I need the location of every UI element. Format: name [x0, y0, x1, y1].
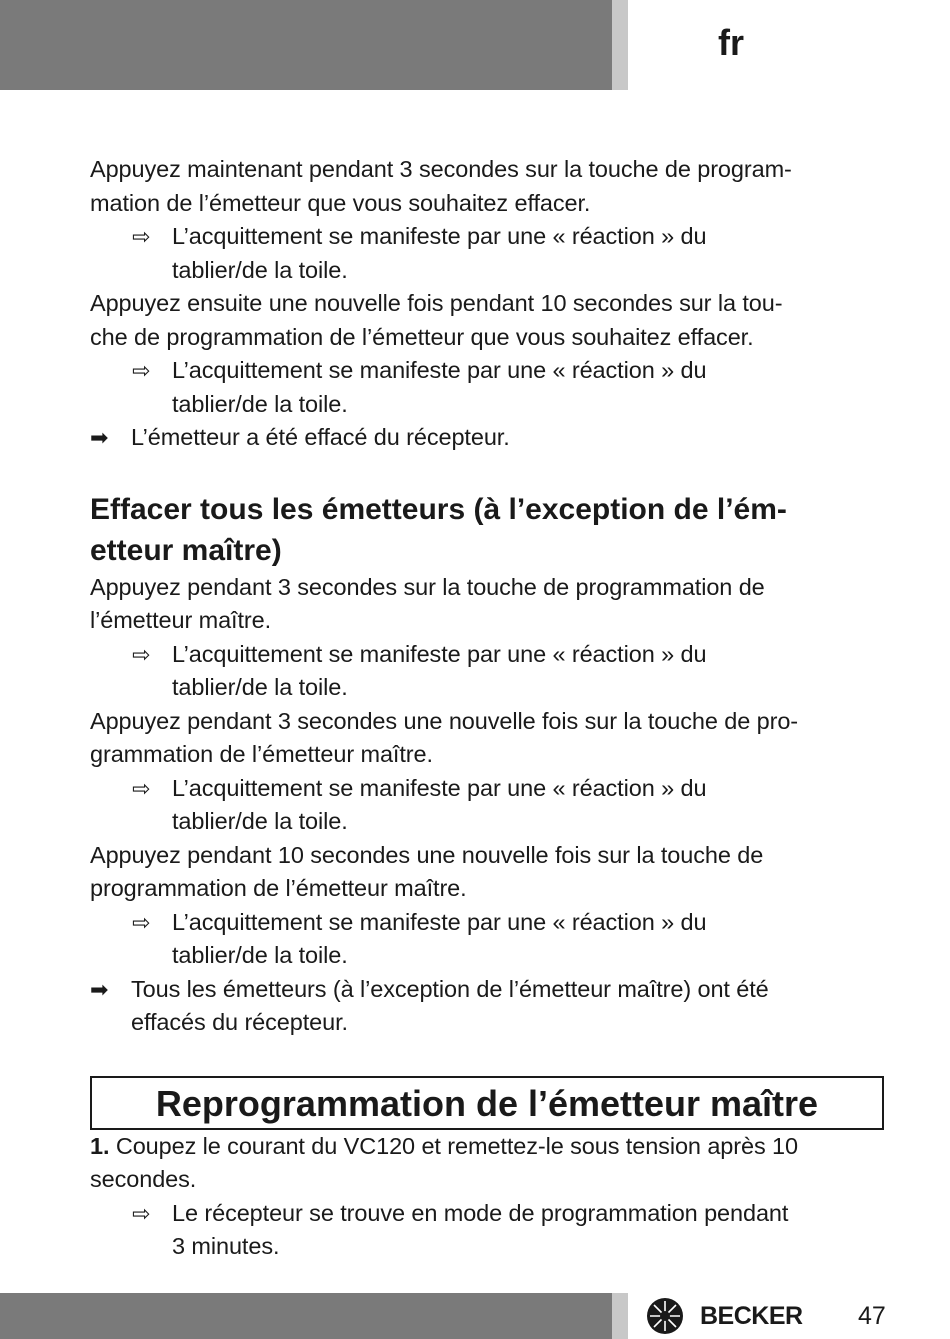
- step-number: 1.: [90, 1132, 110, 1159]
- paragraph: Appuyez ensuite une nouvelle fois pendant 10 secondes sur la tou- che de programmation de l’émetteur que vous souhaitez effacer.: [90, 290, 783, 350]
- arrow-outline-icon: ⇨: [132, 224, 151, 249]
- sub-result: ⇨ Le récepteur se trouve en mode de programmation pendant 3 minutes.: [172, 1197, 890, 1264]
- sub-result: ⇨ L’acquittement se manifeste par une « réaction » du tablier/de la toile.: [172, 354, 890, 421]
- sub-result: ⇨ L’acquittement se manifeste par une « réaction » du tablier/de la toile.: [172, 906, 890, 973]
- arrow-outline-icon: ⇨: [132, 1200, 151, 1226]
- arrow-outline-icon: ⇨: [132, 358, 151, 383]
- arrow-outline-icon: ⇨: [132, 641, 151, 667]
- sub-result: ⇨ L’acquittement se manifeste par une « réaction » du tablier/de la toile.: [172, 638, 890, 705]
- brand-name: BECKER: [700, 1302, 803, 1330]
- header-bar: [0, 0, 612, 90]
- becker-logo-icon: [646, 1297, 684, 1335]
- sub-result: ⇨ L’acquittement se manifeste par une « réaction » du tablier/de la toile.: [172, 772, 890, 839]
- page-number: 47: [858, 1302, 886, 1330]
- footer-bar: [0, 1293, 612, 1339]
- chapter-title: Reprogrammation de l’émetteur maître: [90, 1076, 884, 1130]
- paragraph: Appuyez pendant 10 secondes une nouvelle fois sur la touche de programmation de l’émetteur maître.: [90, 841, 764, 901]
- arrow-solid-icon: ➡: [90, 976, 109, 1002]
- footer-bar-edge: [612, 1293, 628, 1339]
- arrow-outline-icon: ⇨: [132, 909, 151, 935]
- paragraph: Appuyez pendant 3 secondes sur la touche de programmation de l’émetteur maître.: [90, 573, 765, 633]
- paragraph: Appuyez maintenant pendant 3 secondes sur la touche de program- mation de l’émetteur que vous souhaitez effacer.: [90, 156, 792, 216]
- arrow-solid-icon: ➡: [90, 425, 109, 450]
- final-result: ➡ Tous les émetteurs (à l’exception de l’émetteur maître) ont été effacés du récepteur.: [131, 973, 890, 1040]
- language-code: fr: [718, 22, 744, 63]
- paragraph: Appuyez pendant 3 secondes une nouvelle fois sur la touche de pro- grammation de l’émetteur maître.: [90, 707, 799, 767]
- section-heading: Effacer tous les émetteurs (à l’exception de l’ém- etteur maître): [90, 492, 787, 567]
- step: 1. Coupez le courant du VC120 et remettez-le sous tension après 10 secondes.: [90, 1132, 798, 1192]
- final-result: ➡ L’émetteur a été effacé du récepteur.: [131, 421, 890, 455]
- header-bar-edge: [612, 0, 628, 90]
- sub-result: ⇨ L’acquittement se manifeste par une « réaction » du tablier/de la toile.: [172, 220, 890, 287]
- page-content: [90, 153, 890, 1264]
- arrow-outline-icon: ⇨: [132, 775, 151, 801]
